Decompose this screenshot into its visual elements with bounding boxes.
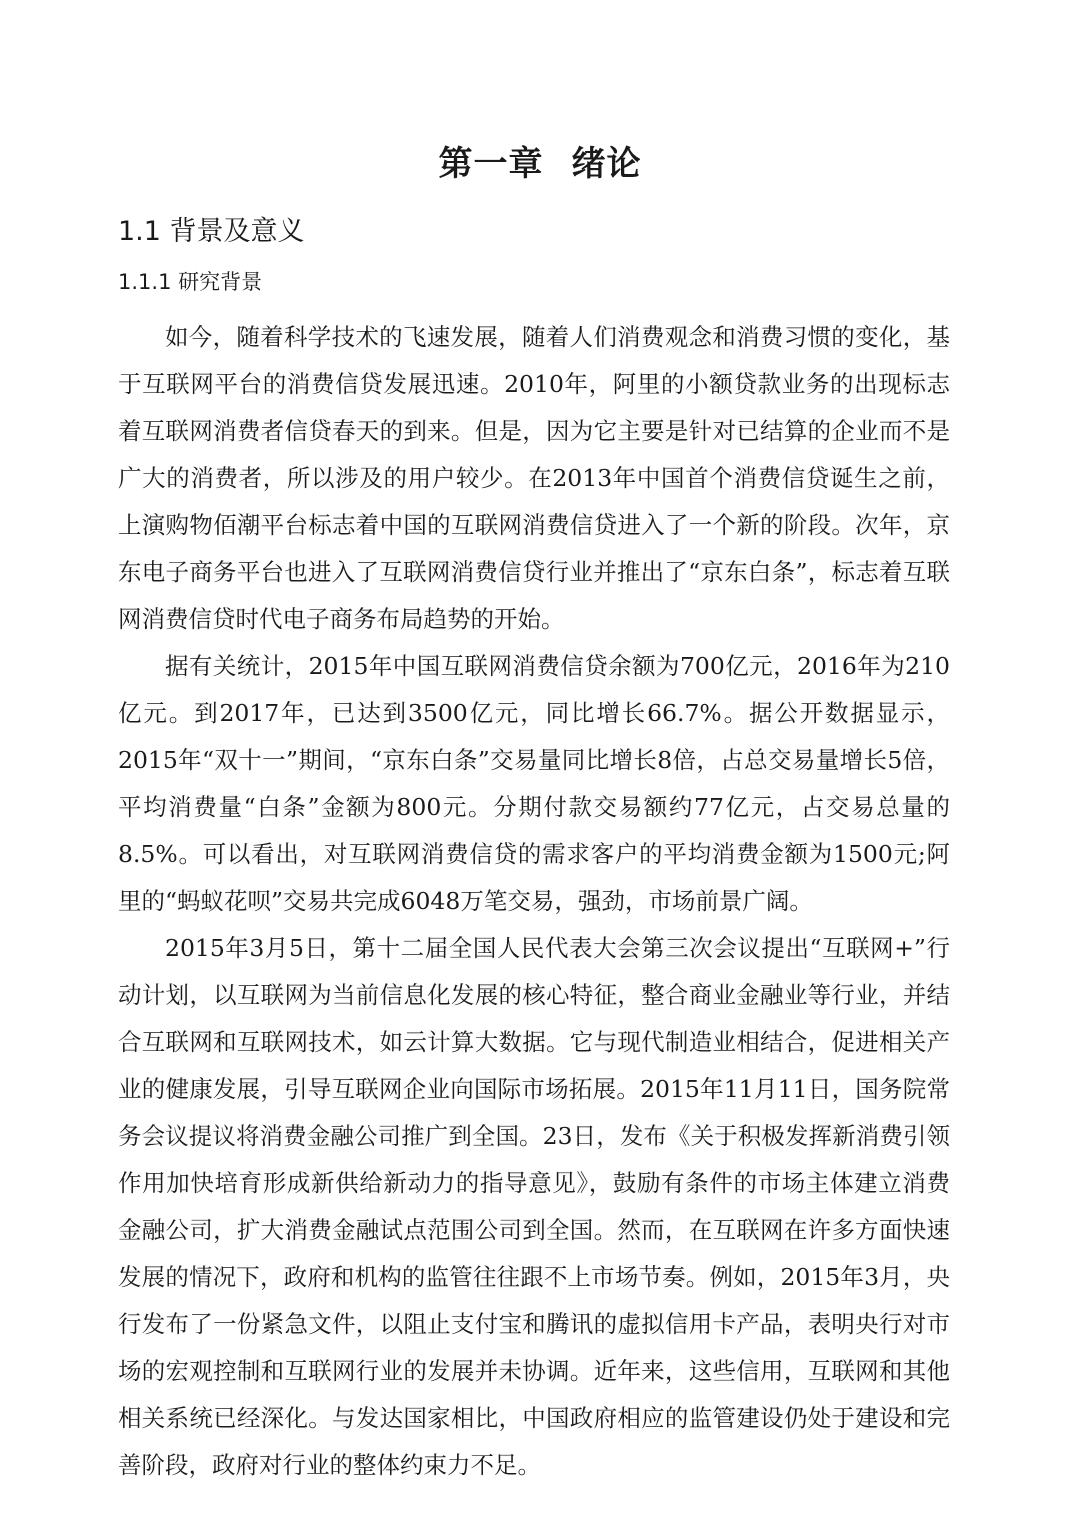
body-paragraph-2: 据有关统计，2015年中国互联网消费信贷余额为700亿元，2016年为210亿元。到2017年，已达到3500亿元，同比增长66.7%。据公开数据显示，2015年“双十一”期间，“京东白条”交易量同比增长8倍，占总交易量增长5倍，平均消费量“白条”金额为800元。分期付款交易额约77亿元，占交易总量的8.5%。可以看出，对互联网消费信贷的需求客户的平均消费金额为1500元;阿里的“蚂蚁花呗”交易共完成6048万笔交易，强劲，市场前景广阔。	[118, 652, 950, 915]
section-heading: 1.1 背景及意义	[118, 216, 305, 247]
chapter-title	[0, 140, 1080, 188]
chapter-number: 第一章	[438, 144, 544, 184]
body-paragraph-3: 2015年3月5日，第十二届全国人民代表大会第三次会议提出“互联网+”行动计划，以互联网为当前信息化发展的核心特征，整合商业金融业等行业，并结合互联网和互联网技术，如云计算大数据。它与现代制造业相结合，促进相关产业的健康发展，引导互联网企业向国际市场拓展。2015年11月11日，国务院常务会议提议将消费金融公司推广到全国。23日，发布《关于积极发挥新消费引领作用加快培育形成新供给新动力的指导意见》，鼓励有条件的市场主体建立消费金融公司，扩大消费金融试点范围公司到全国。然而，在互联网在许多方面快速发展的情况下，政府和机构的监管往往跟不上市场节奏。例如，2015年3月，央行发布了一份紧急文件，以阻止支付宝和腾讯的虚拟信用卡产品，表明央行对市场的宏观控制和互联网行业的发展并未协调。近年来，这些信用，互联网和其他相关系统已经深化。与发达国家相比，中国政府相应的监管建设仍处于建设和完善阶段，政府对行业的整体约束力不足。	[118, 934, 950, 1479]
subsection-heading: 1.1.1 研究背景	[118, 270, 263, 294]
chapter-name: 绪论	[571, 144, 642, 184]
body-paragraph-1: 如今，随着科学技术的飞速发展，随着人们消费观念和消费习惯的变化，基于互联网平台的消费信贷发展迅速。2010年，阿里的小额贷款业务的出现标志着互联网消费者信贷春天的到来。但是，因为它主要是针对已结算的企业而不是广大的消费者，所以涉及的用户较少。在2013年中国首个消费信贷诞生之前，上演购物佰潮平台标志着中国的互联网消费信贷进入了一个新的阶段。次年，京东电子商务平台也进入了互联网消费信贷行业并推出了“京东白条”，标志着互联网消费信贷时代电子商务布局趋势的开始。	[118, 323, 950, 633]
